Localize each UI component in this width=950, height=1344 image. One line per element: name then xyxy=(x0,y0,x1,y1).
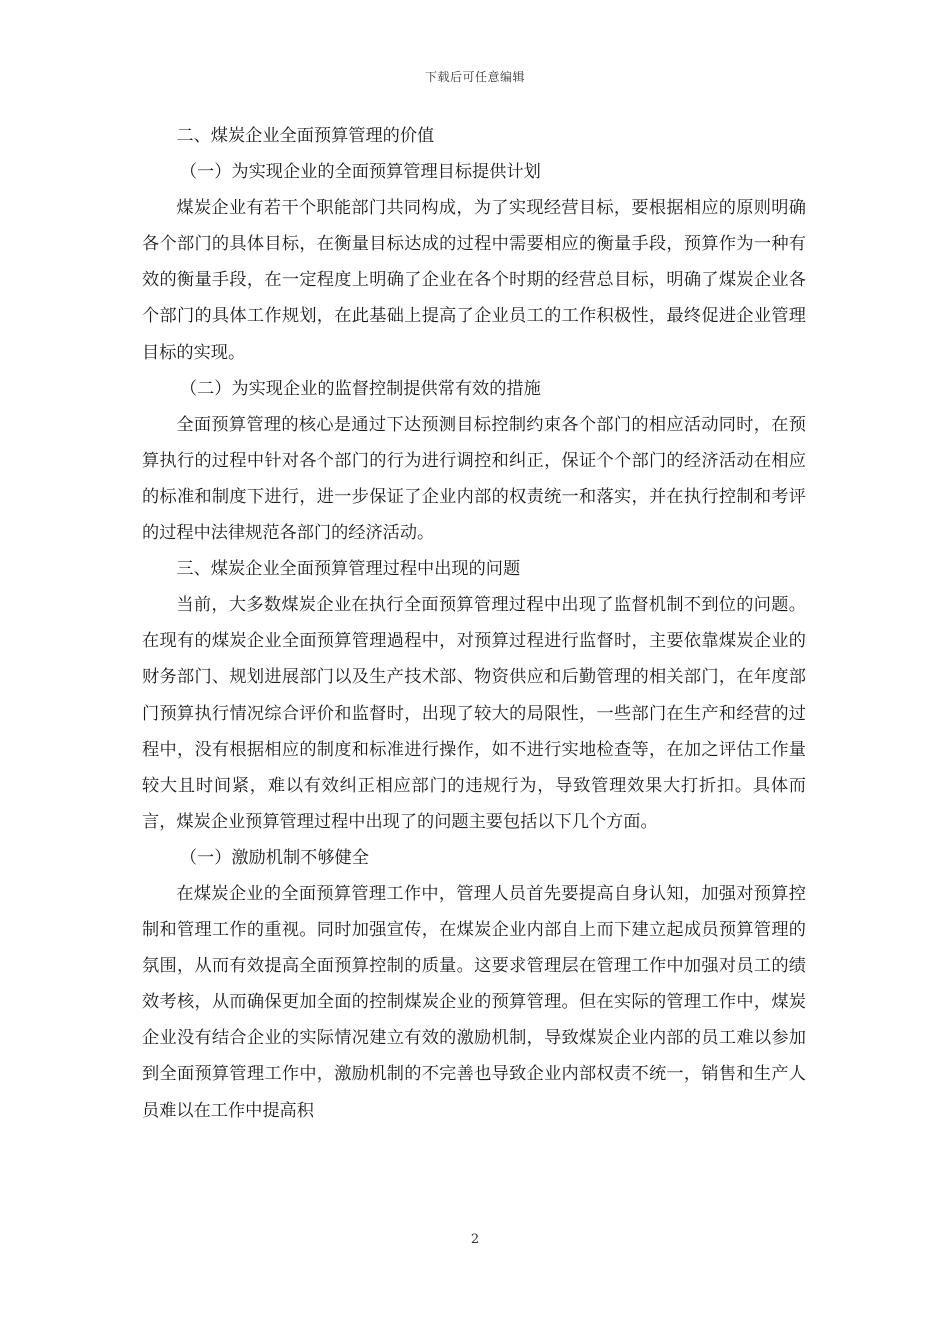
section-heading-3: 三、煤炭企业全面预算管理过程中出现的问题 xyxy=(176,559,521,580)
subsection-heading-3-1: （一）激励机制不够健全 xyxy=(179,847,369,868)
page-number: 2 xyxy=(470,1232,480,1247)
paragraph-2-1: 煤炭企业有若干个职能部门共同构成，为了实现经营目标，要根据相应的原则明确各个部门的具体目标，在衡量目标达成的过程中需要相应的衡量手段，预算作为一种有效的衡量手段，在一定程度上明确了企业在各个时期的经营总目标，明确了煤炭企业各个部门的具体工作规划，在此基础上提高了企业员工的工作积极性，最终促进企业管理目标的实现。 xyxy=(142,198,806,363)
subsection-heading-2-1: （一）为实现企业的全面预算管理目标提供计划 xyxy=(179,162,541,183)
page-header: 下载后可任意编辑 xyxy=(424,70,525,84)
subsection-heading-2-2: （二）为实现企业的监督控制提供常有效的措施 xyxy=(179,378,541,399)
section-heading-2: 二、煤炭企业全面预算管理的价值 xyxy=(176,126,435,146)
paragraph-2-2: 全面预算管理的核心是通过下达预测目标控制约束各个部门的相应活动同时，在预算执行的过程中针对各个部门的行为进行调控和纠正，保证个个部门的经济活动在相应的标准和制度下进行，进一步保证了企业内部的权责统一和落实，并在执行控制和考评的过程中法律规范各部门的经济活动。 xyxy=(142,414,806,544)
paragraph-3-intro: 当前，大多数煤炭企业在执行全面预算管理过程中出现了监督机制不到位的问题。在现有的煤炭企业全面预算管理過程中，对预算过程进行监督时，主要依靠煤炭企业的财务部门、规划进展部门以及生产技术部、物资供应和后勤管理的相关部门，在年度部门预算执行情况综合评价和监督时，出现了较大的局限性，一些部门在生产和经营的过程中，没有根据相应的制度和标准进行操作，如不进行实地检查等，在加之评估工作量较大且时间紧，难以有效纠正相应部门的违规行为，导致管理效果大打折扣。具体而言，煤炭企业预算管理过程中出现了的问题主要包括以下几个方面。 xyxy=(142,595,806,832)
document-body xyxy=(142,118,806,1129)
paragraph-3-1: 在煤炭企业的全面预算管理工作中，管理人员首先要提高自身认知，加强对预算控制和管理工作的重视。同时加强宣传，在煤炭企业内部自上而下建立起成员预算管理的氛围，从而有效提高全面预算控制的质量。这要求管理层在管理工作中加强对员工的绩效考核，从而确保更加全面的控制煤炭企业的预算管理。但在实际的管理工作中，煤炭企业没有结合企业的实际情况建立有效的激励机制，导致煤炭企业内部的员工难以参加到全面预算管理工作中，激励机制的不完善也导致企业内部权责不统一，销售和生产人员难以在工作中提高积 xyxy=(142,883,806,1121)
